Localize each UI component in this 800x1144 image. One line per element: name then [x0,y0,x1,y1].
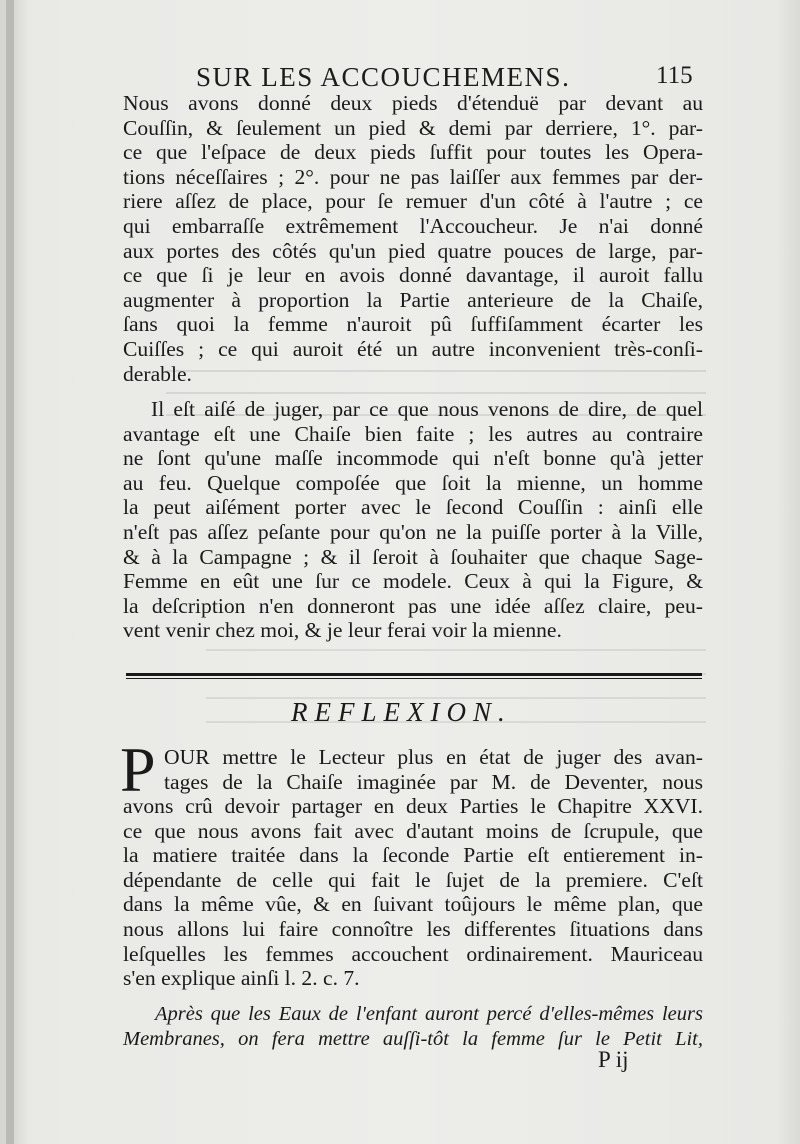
text-line: ſans quoi la femme n'auroit pû ſuffiſamment écarter les [123,312,703,337]
text-line: ce que l'eſpace de deux pieds ſuffit pour toutes les Opera- [123,140,703,165]
text-line: Femme en eût une ſur ce modele. Ceux à qui la Figure, & [123,569,703,594]
text-line: n'eſt pas aſſez peſante pour qu'on ne la puiſſe porter à la Ville, [123,519,703,544]
text-line: nous allons lui faire connoître les differentes ſituations dans [123,916,703,941]
paragraph-3-opening [164,745,703,794]
text-line: qui embarraſſe extrêmement l'Accoucheur. Je n'ai donné [123,213,703,238]
text-line: ce que nous avons fait avec d'autant moins de ſcrupule, que [123,818,703,843]
text-line: aux portes des côtés qu'un pied quatre pouces de large, par- [123,238,703,263]
page-gutter-shadow [6,0,14,1144]
text-line: OUR mettre le Lecteur plus en état de juger des avan- [164,745,703,769]
text-line: s'en explique ainſi l. 2. c. 7. [123,966,360,991]
text-line: la peut aiſément porter avec le ſecond Couſſin : ainſi elle [123,495,703,520]
paragraph-1 [123,91,703,386]
running-head: SUR LES ACCOUCHEMENS. [196,62,571,92]
text-line: Il eſt aiſé de juger, par ce que nous venons de dire, de quel [151,397,703,421]
quotation [123,1002,703,1052]
text-line: dépendante de celle qui fait le ſujet de la premiere. C'eſt [123,867,703,892]
text-line: tions néceſſaires ; 2°. pour ne pas laiſſer aux femmes par der- [123,164,703,189]
section-divider [126,673,702,676]
text-line: Cuiſſes ; ce qui auroit été un autre inconvenient très-conſi- [123,336,703,361]
text-line: avons crû devoir partager en deux Parties le Chapitre XXVI. [123,794,703,818]
text-line: la deſcription n'en donneront pas une idée aſſez claire, peu- [123,593,703,618]
text-line: & à la Campagne ; & il ſeroit à ſouhaiter que chaque Sage- [123,544,703,569]
text-line: la matiere traitée dans la ſeconde Partie eſt entierement in- [123,843,703,868]
text-line: augmenter à proportion la Partie anterieure de la Chaiſe, [123,287,703,312]
text-line: riere aſſez de place, pour ſe remuer d'un côté à l'autre ; ce [123,189,703,214]
text-line: Après que les Eaux de l'enfant auront percé d'elles-mêmes leurs [155,1003,703,1025]
text-line: Nous avons donné deux pieds d'étenduë par devant au [123,91,703,115]
text-line: Membranes, on fera mettre auſſi-tôt la femme ſur le Petit Lit, [123,1028,703,1050]
text-line: derable. [123,361,192,386]
paragraph-2 [123,397,703,643]
page-number: 115 [656,62,693,89]
text-line: dans la même vûe, & en ſuivant toûjours le même plan, que [123,892,703,917]
text-line: vent venir chez moi, & je leur ferai voir la mienne. [123,618,562,643]
paragraph-3 [123,794,703,991]
text-line: ne ſont qu'une maſſe incommode qui n'eſt bonne qu'à jetter [123,446,703,471]
signature-mark: P ij [598,1047,629,1072]
drop-cap: P [120,734,156,805]
text-line: ce que ſi je leur en avois donné davantage, il auroit fallu [123,263,703,288]
section-heading: REFLEXION. [291,697,512,727]
text-line: Couſſin, & ſeulement un pied & demi par derriere, 1°. par- [123,115,703,140]
text-line: avantage eſt une Chaiſe bien faite ; les autres au contraire [123,421,703,446]
text-line: leſquelles les femmes accouchent ordinairement. Mauriceau [123,941,703,966]
text-line: au feu. Quelque compoſée que ſoit la mienne, un homme [123,470,703,495]
book-page [6,0,800,1144]
section-divider-thin [126,678,702,679]
text-line: tages de la Chaiſe imaginée par M. de Deventer, nous [164,769,703,794]
